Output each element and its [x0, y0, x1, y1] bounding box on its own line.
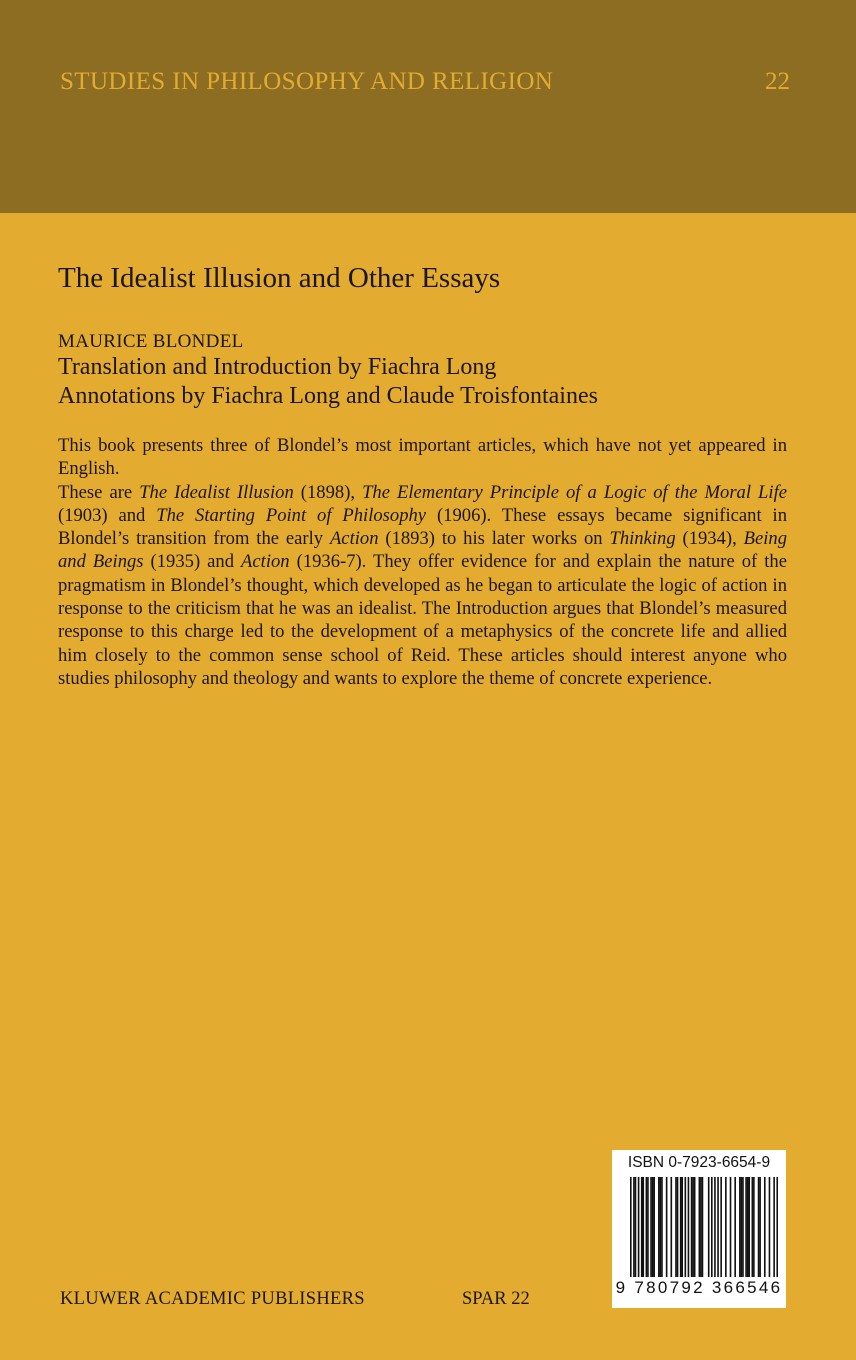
barcode-bar: [776, 1177, 778, 1277]
barcode-bar: [691, 1177, 693, 1277]
barcode-bar: [714, 1177, 716, 1277]
barcode-bar: [745, 1177, 747, 1277]
volume-number: 22: [765, 68, 790, 95]
barcode-bar: [660, 1177, 662, 1277]
barcode-bar: [742, 1177, 744, 1277]
barcode-bar: [658, 1177, 660, 1277]
text: (1898),: [293, 481, 363, 503]
book-author: MAURICE BLONDEL: [58, 331, 244, 352]
barcode-bar: [759, 1177, 761, 1277]
barcode-bar: [725, 1177, 727, 1277]
barcode-bar: [769, 1177, 771, 1277]
text: (1903) and: [58, 504, 157, 526]
barcode-bar: [652, 1177, 654, 1277]
book-title: The Idealist Illusion and Other Essays: [58, 262, 501, 294]
barcode-bar: [681, 1177, 683, 1277]
series-band: [0, 0, 856, 213]
barcode-bar: [630, 1177, 632, 1277]
barcode-bar: [647, 1177, 649, 1277]
work-title: The Starting Point of Philosophy: [156, 504, 427, 526]
barcode-bar: [638, 1177, 640, 1277]
work-title: The Idealist Illusion: [139, 481, 294, 503]
text: These are: [58, 481, 140, 503]
work-title: Action: [241, 551, 290, 573]
barcode-bar: [653, 1177, 655, 1277]
text: (1934),: [675, 528, 744, 550]
barcode-bar: [717, 1177, 719, 1277]
work-title: Action: [329, 528, 379, 550]
barcode-bar: [711, 1177, 713, 1277]
barcode-bar: [641, 1177, 643, 1277]
barcode-bar: [642, 1177, 644, 1277]
barcode-bar: [692, 1177, 694, 1277]
barcode-bar: [748, 1177, 750, 1277]
barcode-icon: [630, 1177, 778, 1277]
work-title: Being and Beings: [58, 528, 787, 573]
publisher-name: KLUWER ACADEMIC PUBLISHERS: [60, 1289, 365, 1309]
barcode-bar: [734, 1177, 736, 1277]
barcode-bar: [699, 1177, 701, 1277]
barcode-bar: [635, 1177, 637, 1277]
series-code: SPAR 22: [462, 1289, 530, 1309]
series-title: STUDIES IN PHILOSOPHY AND RELIGION: [60, 68, 554, 95]
barcode-bar: [677, 1177, 679, 1277]
barcode-bar: [666, 1177, 668, 1277]
barcode-bar: [720, 1177, 722, 1277]
barcode-bar: [633, 1177, 635, 1277]
isbn-label: ISBN 0-7923-6654-9: [627, 1154, 771, 1171]
description-paragraph-2: [58, 481, 787, 691]
barcode-bar: [708, 1177, 710, 1277]
barcode-panel: [612, 1150, 786, 1308]
barcode-bar: [758, 1177, 760, 1277]
barcode-bar: [680, 1177, 682, 1277]
work-title: The Elementary Principle of a Logic of the Moral Life: [362, 481, 787, 503]
barcode-bar: [753, 1177, 755, 1277]
annotation-credit: Annotations by Fiachra Long and Claude Troisfontaines: [58, 383, 598, 409]
barcode-bar: [773, 1177, 775, 1277]
book-description: [58, 434, 787, 690]
barcode-bar: [675, 1177, 677, 1277]
barcode-bar: [650, 1177, 652, 1277]
text: (1893) to his later works on: [378, 528, 610, 550]
work-title: Thinking: [609, 528, 676, 550]
barcode-bar: [661, 1177, 663, 1277]
translation-credit: Translation and Introduction by Fiachra Long: [58, 354, 497, 380]
barcode-bar: [700, 1177, 702, 1277]
text: (1936-7). They offer evidence for and explain the nature of the pragmatism in Blondel’s thought, which developed as he began to articulate the logic of action in response to the criticism that he was an idealist. The Introduction argues that Blondel’s measured response to this charge led to the development of a metaphysics of the concrete life and allied him closely to the common sense school of Reid. These articles should interest anyone who studies philosophy and theology and wants to explore the theme of concrete experience.: [58, 551, 787, 689]
barcode-bar: [685, 1177, 687, 1277]
barcode-bar: [688, 1177, 690, 1277]
barcode-bar: [739, 1177, 741, 1277]
description-paragraph-1: This book presents three of Blondel’s most important articles, which have not yet appeared in English.: [58, 435, 787, 480]
barcode-bar: [764, 1177, 766, 1277]
barcode-bar: [752, 1177, 754, 1277]
barcode-bar: [730, 1177, 732, 1277]
ean-number: 9 780792 366546: [615, 1278, 783, 1297]
barcode-bar: [646, 1177, 648, 1277]
barcode-bar: [741, 1177, 743, 1277]
text: (1906). These essays became significant in Blondel’s transition from the early: [58, 504, 788, 550]
text: (1935) and: [143, 551, 242, 573]
barcode-bar: [671, 1177, 673, 1277]
barcode-bar: [702, 1177, 704, 1277]
barcode-bar: [694, 1177, 696, 1277]
barcode-bar: [747, 1177, 749, 1277]
